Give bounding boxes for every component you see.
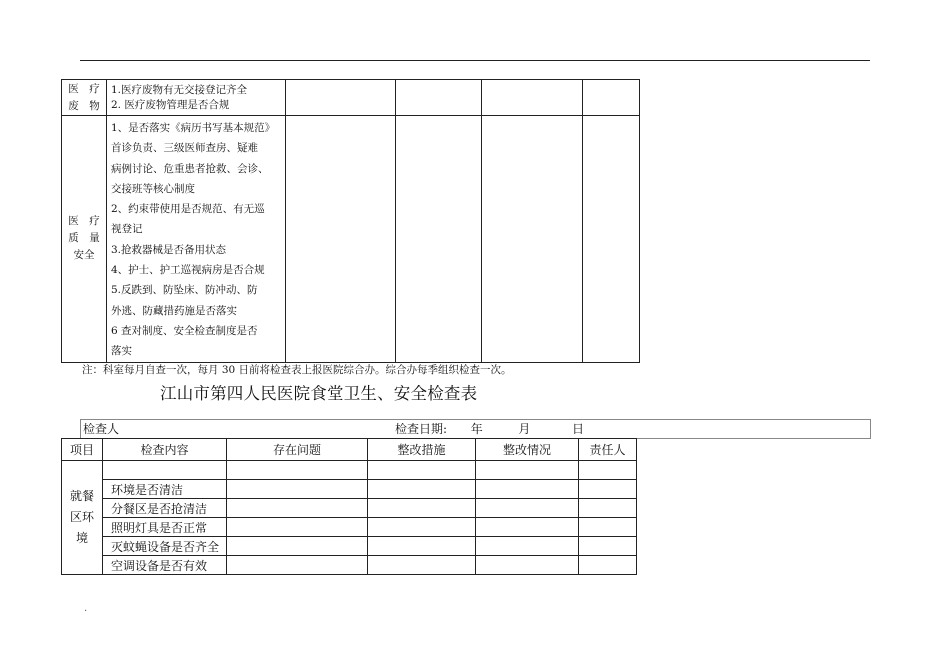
check-item: 外逃、防藏措药施是否落实 — [111, 304, 237, 317]
table-row — [62, 556, 637, 575]
empty-cell[interactable] — [579, 537, 637, 556]
check-item: 照明灯具是否正常 — [103, 518, 227, 537]
column-header: 存在问题 — [227, 439, 368, 461]
category-line: 医 疗 — [68, 82, 100, 95]
check-item: 4、护士、护工巡视病房是否合规 — [111, 264, 265, 277]
empty-cell[interactable] — [583, 80, 640, 116]
table-row — [62, 461, 637, 480]
footnote: 注：科室每月自查一次，每月 30 日前将检查表上报医院综合办。综合办每季组织检查一次。 — [82, 364, 512, 376]
empty-cell[interactable] — [286, 116, 396, 363]
check-item: 分餐区是否抢清洁 — [103, 499, 227, 518]
table-row — [62, 499, 637, 518]
column-header: 项目 — [62, 439, 103, 461]
empty-cell[interactable] — [227, 556, 368, 575]
column-header: 整改情况 — [476, 439, 579, 461]
category-line: 区环 — [69, 510, 94, 524]
empty-cell[interactable] — [368, 499, 476, 518]
empty-cell[interactable] — [482, 116, 583, 363]
empty-cell[interactable] — [368, 461, 476, 480]
date-year: 年 — [470, 422, 483, 436]
category-line: 质 量 — [68, 232, 100, 245]
table-row — [62, 518, 637, 537]
empty-cell[interactable] — [227, 480, 368, 499]
empty-cell[interactable] — [227, 499, 368, 518]
empty-cell[interactable] — [368, 556, 476, 575]
category-cell — [62, 116, 107, 363]
check-item: 1.医疗废物有无交接登记齐全 — [111, 84, 248, 96]
inspection-date — [395, 420, 584, 438]
check-items-cell — [107, 80, 286, 116]
empty-cell[interactable] — [579, 480, 637, 499]
check-item: 3.抢救器械是否备用状态 — [111, 243, 227, 256]
medical-check-table — [61, 79, 640, 363]
empty-cell[interactable] — [396, 116, 482, 363]
check-item: 5.反跌到、防坠床、防冲动、防 — [111, 284, 258, 297]
date-month: 月 — [518, 422, 531, 436]
category-cell — [62, 80, 107, 116]
table-row — [62, 116, 640, 363]
empty-cell[interactable] — [368, 480, 476, 499]
table-row — [62, 537, 637, 556]
check-items-cell — [107, 116, 286, 363]
empty-cell[interactable] — [476, 537, 579, 556]
empty-cell[interactable] — [482, 80, 583, 116]
empty-cell[interactable] — [579, 461, 637, 480]
column-header: 检查内容 — [103, 439, 227, 461]
category-line: 废 物 — [68, 99, 100, 112]
check-item: 2、约束带使用是否规范、有无巡 — [111, 203, 265, 216]
column-header: 责任人 — [579, 439, 637, 461]
empty-cell[interactable] — [227, 537, 368, 556]
empty-cell[interactable] — [476, 480, 579, 499]
table-row — [62, 480, 637, 499]
date-label: 检查日期: — [395, 422, 448, 436]
category-line: 境 — [75, 531, 88, 545]
empty-cell[interactable] — [368, 518, 476, 537]
empty-cell[interactable] — [579, 556, 637, 575]
check-item: 6 查对制度、安全检查制度是否 — [111, 324, 258, 337]
empty-cell[interactable] — [476, 461, 579, 480]
date-day: 日 — [572, 422, 585, 436]
category-line: 就餐 — [69, 489, 94, 503]
empty-cell[interactable] — [579, 499, 637, 518]
check-item: 病例讨论、危重患者抢救、会诊、 — [111, 162, 269, 175]
category-line: 医 疗 — [68, 215, 100, 228]
table-row — [62, 80, 640, 116]
check-item: 首诊负责、三级医师查房、疑难 — [111, 142, 258, 155]
inspector-label: 检查人 — [83, 422, 120, 436]
category-line: 安全 — [73, 249, 95, 262]
footer-mark: . — [84, 603, 88, 614]
empty-cell[interactable] — [583, 116, 640, 363]
check-item: 2. 医疗废物管理是否合规 — [111, 99, 230, 111]
page-title: 江山市第四人民医院食堂卫生、安全检查表 — [160, 384, 478, 403]
table-header-row — [62, 439, 637, 461]
check-item: 落实 — [111, 345, 132, 358]
empty-cell[interactable] — [286, 80, 396, 116]
empty-cell[interactable] — [227, 518, 368, 537]
check-item: 1、是否落实《病历书写基本规范》 — [111, 122, 276, 134]
check-item: 空调设备是否有效 — [103, 556, 227, 575]
empty-cell[interactable] — [476, 518, 579, 537]
canteen-check-table — [61, 438, 637, 575]
empty-cell[interactable] — [227, 461, 368, 480]
inspector-date-bar — [80, 419, 871, 439]
check-item: 灭蚊蝇设备是否齐全 — [103, 537, 227, 556]
category-cell — [62, 461, 103, 575]
header-rule — [80, 60, 870, 61]
empty-cell[interactable] — [396, 80, 482, 116]
check-item: 环境是否清洁 — [103, 480, 227, 499]
empty-cell[interactable] — [476, 499, 579, 518]
empty-cell[interactable] — [368, 537, 476, 556]
check-item: 视登记 — [111, 223, 143, 236]
column-header: 整改措施 — [368, 439, 476, 461]
check-item: 交接班等核心制度 — [111, 182, 195, 195]
empty-cell[interactable] — [579, 518, 637, 537]
empty-cell[interactable] — [476, 556, 579, 575]
check-item — [103, 461, 227, 480]
